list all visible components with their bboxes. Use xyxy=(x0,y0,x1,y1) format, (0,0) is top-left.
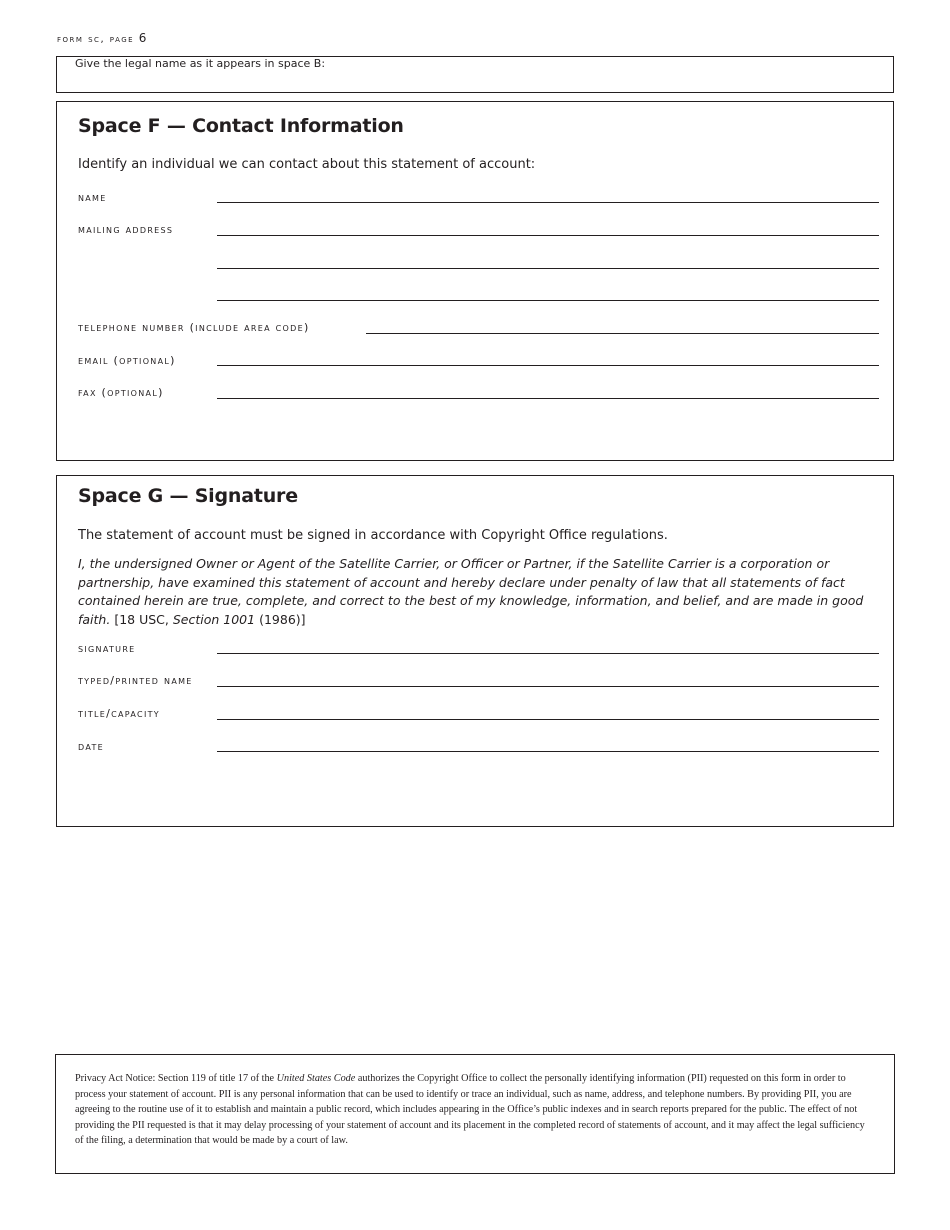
space-g-section xyxy=(56,475,894,827)
name-input[interactable] xyxy=(217,202,879,203)
space-f-intro: Identify an individual we can contact about this statement of account: xyxy=(78,157,536,172)
citation-pre: [18 USC, xyxy=(114,611,169,627)
legal-name-label: Give the legal name as it appears in space B: xyxy=(75,57,326,70)
citation-section: Section 1001 xyxy=(172,611,256,627)
privacy-text-2: authorizes the Copyright Office to collect the personally identifying information (PII) requested on this form in order to process your statement of account. PII is any personal information that can be used to identify or trace an individual, such as name, address, and telephone numbers. By providing PII, you are agreeing to the routine use of it to establish and maintain a public record, which includes appearing in the Office’s public indexes and in search reports prepared for the public. The effect of not providing the PII requested is that it may delay processing of your statement of account and its placement in the completed record of statements of account, and it may affect the legal sufficiency of the filing, a determination that would be made by a court of law. xyxy=(75,1073,865,1146)
date-input[interactable] xyxy=(217,751,879,752)
email-label: email (optional) xyxy=(78,354,176,367)
mailing-address-label: mailing address xyxy=(78,223,174,236)
name-label: name xyxy=(78,191,107,204)
telephone-label: telephone number (include area code) xyxy=(78,321,310,334)
privacy-code-name: United States Code xyxy=(276,1073,356,1084)
legal-name-field[interactable] xyxy=(56,56,894,93)
declaration-body: I, the undersigned Owner or Agent of the Satellite Carrier, or Officer or Partner, if the Satellite Carrier is a corporation or partnership, have examined this statement of account and hereby declare under penalty of law that all statements of fact contained herein are true, complete, and correct to the best of my knowledge, information, and belief, and are made in good faith. xyxy=(78,556,864,627)
privacy-text-1: Privacy Act Notice: Section 119 of title 17 of the xyxy=(75,1073,275,1084)
space-g-title: Space G — Signature xyxy=(78,485,298,507)
page-number: 6 xyxy=(138,31,147,45)
page-header xyxy=(57,31,147,45)
fax-label: fax (optional) xyxy=(78,386,164,399)
email-input[interactable] xyxy=(217,365,879,366)
signature-label: signature xyxy=(78,642,136,655)
privacy-notice-box xyxy=(55,1054,895,1174)
space-f-title: Space F — Contact Information xyxy=(78,115,404,137)
privacy-notice-text xyxy=(75,1071,875,1149)
typed-name-label: typed/printed name xyxy=(78,674,193,687)
space-f-section xyxy=(56,101,894,461)
title-capacity-label: title/capacity xyxy=(78,707,160,720)
citation-year: (1986) xyxy=(259,611,301,627)
declaration-text xyxy=(78,555,878,629)
signature-input[interactable] xyxy=(217,653,879,654)
fax-input[interactable] xyxy=(217,398,879,399)
mailing-address-input-2[interactable] xyxy=(217,268,879,269)
declaration-citation xyxy=(114,612,305,627)
citation-post: ] xyxy=(300,611,306,627)
mailing-address-input-3[interactable] xyxy=(217,300,879,301)
space-g-intro: The statement of account must be signed in accordance with Copyright Office regulations. xyxy=(78,528,668,543)
mailing-address-input-1[interactable] xyxy=(217,235,879,236)
typed-name-input[interactable] xyxy=(217,686,879,687)
telephone-input[interactable] xyxy=(366,333,879,334)
form-label: form sc, page xyxy=(57,34,135,45)
title-capacity-input[interactable] xyxy=(217,719,879,720)
date-label: date xyxy=(78,740,105,753)
